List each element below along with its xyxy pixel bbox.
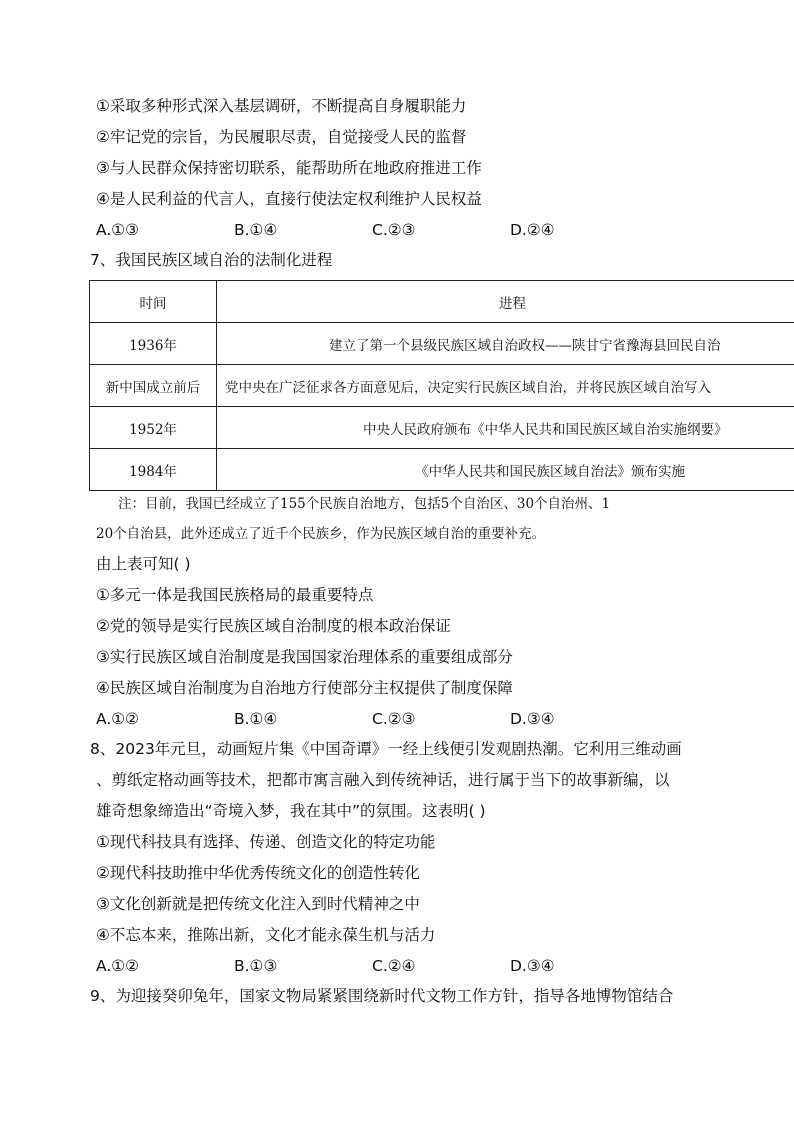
table-row [90, 407, 794, 449]
q7-item-1: ①多元一体是我国民族格局的最重要特点 [96, 586, 374, 604]
q8-item-3: ③文化创新就是把传统文化注入到时代精神之中 [96, 895, 420, 913]
q8-stem-line-3: 雄奇想象缔造出“奇境入梦，我在其中”的氛围。这表明( ) [96, 802, 486, 820]
row-time: 新中国成立前后 [90, 365, 217, 407]
q7-note-line-2: 20个自治县，此外还成立了近千个民族乡，作为民族区域自治的重要补充。 [96, 526, 546, 542]
row-time: 1984年 [90, 449, 217, 491]
q7-stem: 由上表可知( ) [96, 555, 191, 573]
q8-item-4: ④不忘本来，推陈出新，文化才能永葆生机与活力 [96, 926, 436, 944]
q8-stem-line-1: 8、2023年元旦，动画短片集《中国奇谭》一经上线便引发观剧热潮。它利用三维动画 [90, 740, 682, 758]
row-time: 1936年 [90, 323, 217, 365]
q6-option-b[interactable]: B.①④ [234, 221, 278, 239]
q6-option-c[interactable]: C.②③ [372, 221, 416, 239]
header-time: 时间 [90, 281, 217, 323]
table-row [90, 449, 794, 491]
row-time: 1952年 [90, 407, 217, 449]
q8-option-d[interactable]: D.③④ [510, 957, 555, 975]
q7-note-line-1: 注：目前，我国已经成立了155个民族自治地方，包括5个自治区、30个自治州、1 [118, 496, 611, 512]
q7-option-d[interactable]: D.③④ [510, 710, 555, 728]
q8-item-1: ①现代科技具有选择、传递、创造文化的特定功能 [96, 833, 436, 851]
q8-stem-line-2: 、剪纸定格动画等技术，把都市寓言融入到传统神话，进行属于当下的故事新编，以 [96, 771, 670, 789]
header-progress: 进程 [217, 281, 794, 323]
q6-item-2: ②牢记党的宗旨，为民履职尽责，自觉接受人民的监督 [96, 128, 467, 146]
table-row [90, 365, 794, 407]
row-progress: 党中央在广泛征求各方面意见后，决定实行民族区域自治，并将民族区域自治写入 [217, 365, 794, 407]
q9-stem-line-1: 9、为迎接癸卯兔年，国家文物局紧紧围绕新时代文物工作方针，指导各地博物馆结合 [90, 987, 674, 1005]
q8-option-b[interactable]: B.①③ [234, 957, 278, 975]
row-progress: 中央人民政府颁布《中华人民共和国民族区域自治实施纲要》 [217, 407, 794, 449]
q7-item-3: ③实行民族区域自治制度是我国国家治理体系的重要组成部分 [96, 648, 513, 666]
q8-item-2: ②现代科技助推中华优秀传统文化的创造性转化 [96, 864, 420, 882]
q6-option-d[interactable]: D.②④ [510, 221, 555, 239]
q7-table [89, 280, 794, 491]
q6-item-3: ③与人民群众保持密切联系，能帮助所在地政府推进工作 [96, 159, 482, 177]
q7-item-2: ②党的领导是实行民族区域自治制度的根本政治保证 [96, 617, 451, 635]
table-header-row [90, 281, 794, 323]
q7-title: 7、我国民族区域自治的法制化进程 [90, 251, 333, 269]
q7-item-4: ④民族区域自治制度为自治地方行使部分主权提供了制度保障 [96, 679, 513, 697]
q8-option-a[interactable]: A.①② [96, 957, 140, 975]
q7-option-c[interactable]: C.②③ [372, 710, 416, 728]
q7-option-b[interactable]: B.①④ [234, 710, 278, 728]
q8-option-c[interactable]: C.②④ [372, 957, 416, 975]
row-progress: 建立了第一个县级民族区域自治政权——陕甘宁省豫海县回民自治 [217, 323, 794, 365]
q6-option-a[interactable]: A.①③ [96, 221, 140, 239]
q6-item-1: ①采取多种形式深入基层调研，不断提高自身履职能力 [96, 97, 467, 115]
q7-option-a[interactable]: A.①② [96, 710, 140, 728]
q6-item-4: ④是人民利益的代言人，直接行使法定权利维护人民权益 [96, 190, 482, 208]
row-progress: 《中华人民共和国民族区域自治法》颁布实施 [217, 449, 794, 491]
table-row [90, 323, 794, 365]
